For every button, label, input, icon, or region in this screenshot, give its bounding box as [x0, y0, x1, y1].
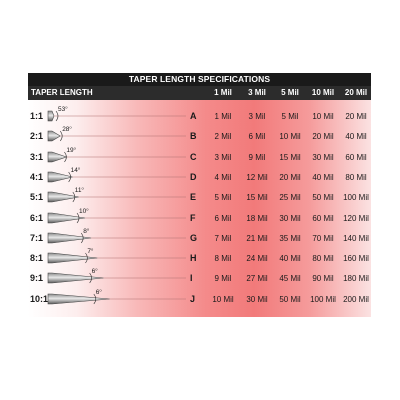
table-cell: 200 Mil	[343, 294, 369, 304]
table-cell: 50 Mil	[279, 294, 301, 304]
taper-tool-icon	[28, 126, 188, 146]
table-cell: 60 Mil	[345, 152, 367, 162]
table-cell: 2 Mil	[214, 132, 232, 142]
table-cell: 18 Mil	[246, 213, 268, 223]
table-cell: 10 Mil	[279, 132, 301, 142]
column-header: 5 Mil	[281, 88, 299, 97]
table-cell: 9 Mil	[248, 152, 266, 162]
table-cell: 20 Mil	[279, 172, 301, 182]
table-cell: 70 Mil	[312, 233, 334, 243]
table-cell: 120 Mil	[343, 213, 369, 223]
table-cell: 10 Mil	[212, 294, 234, 304]
taper-ratio: 2:1	[30, 131, 44, 142]
taper-ratio: 4:1	[30, 171, 44, 182]
taper-angle: 11$^o$	[74, 187, 84, 195]
table-cell: 7 Mil	[214, 233, 232, 243]
taper-tool-icon	[28, 147, 188, 167]
row-letter: C	[190, 151, 197, 162]
table-cell: 40 Mil	[345, 132, 367, 142]
taper-tool-icon	[28, 268, 188, 288]
table-cell: 27 Mil	[246, 274, 268, 284]
taper-angle: 8$^o$	[83, 227, 90, 235]
table-cell: 3 Mil	[248, 112, 266, 121]
column-header: 10 Mil	[311, 88, 335, 97]
table-cell: 8 Mil	[214, 254, 232, 264]
row-letter: D	[190, 171, 197, 182]
table-row	[28, 208, 371, 228]
taper-tool-icon	[28, 228, 188, 248]
row-letter: B	[190, 131, 197, 142]
row-letter: H	[190, 253, 197, 264]
row-letter: J	[190, 293, 196, 304]
header-row	[28, 86, 371, 100]
table-cell: 6 Mil	[214, 213, 232, 223]
table-cell: 3 Mil	[214, 152, 232, 162]
table-cell: 9 Mil	[214, 274, 232, 284]
table-cell: 5 Mil	[281, 112, 299, 121]
row-letter: A	[190, 111, 197, 121]
table-row	[28, 167, 371, 187]
taper-tool-icon	[28, 248, 188, 268]
taper-angle: 10$^o$	[79, 207, 89, 215]
column-header: 3 Mil	[248, 88, 266, 97]
table-row	[28, 228, 371, 248]
table-cell: 5 Mil	[214, 193, 232, 203]
taper-angle: 6$^o$	[95, 288, 102, 296]
taper-angle: 53$^o$	[58, 106, 68, 113]
table-cell: 180 Mil	[343, 274, 369, 284]
table-cell: 15 Mil	[246, 193, 268, 203]
table-cell: 15 Mil	[279, 152, 301, 162]
table-row	[28, 147, 371, 167]
table-cell: 24 Mil	[246, 254, 268, 264]
table-row	[28, 289, 371, 309]
table-cell: 80 Mil	[345, 172, 367, 182]
table-cell: 80 Mil	[312, 254, 334, 264]
taper-angle: 14$^o$	[70, 166, 81, 174]
taper-angle: 6$^o$	[91, 268, 98, 276]
table-cell: 25 Mil	[279, 193, 301, 203]
table-row	[28, 187, 371, 207]
taper-tool-icon	[28, 167, 188, 187]
table-cell: 100 Mil	[343, 193, 369, 203]
taper-ratio: 7:1	[30, 232, 44, 243]
taper-spec-table	[28, 73, 371, 317]
table-cell: 30 Mil	[246, 294, 268, 304]
table-cell: 12 Mil	[246, 172, 268, 182]
table-cell: 20 Mil	[312, 132, 334, 142]
row-letter: E	[190, 192, 197, 203]
table-cell: 6 Mil	[248, 132, 266, 142]
table-cell: 90 Mil	[312, 274, 334, 284]
taper-ratio: 6:1	[30, 212, 44, 223]
row-letter: I	[190, 273, 193, 284]
row-letter: G	[190, 232, 198, 243]
taper-tool-icon	[28, 208, 188, 228]
taper-ratio: 1:1	[30, 111, 44, 121]
header-label: TAPER LENGTH	[31, 88, 93, 97]
table-cell: 4 Mil	[214, 172, 232, 182]
table-cell: 100 Mil	[310, 294, 336, 304]
table-row	[28, 106, 371, 126]
taper-ratio: 9:1	[30, 273, 44, 284]
table-row	[28, 268, 371, 288]
table-cell: 45 Mil	[279, 274, 301, 284]
table-cell: 50 Mil	[312, 193, 334, 203]
table-cell: 10 Mil	[312, 112, 334, 121]
table-cell: 1 Mil	[214, 112, 232, 121]
row-letter: F	[190, 212, 196, 223]
table-cell: 35 Mil	[279, 233, 301, 243]
table-row	[28, 126, 371, 146]
table-title: TAPER LENGTH SPECIFICATIONS	[28, 73, 371, 86]
taper-ratio: 10:1	[30, 293, 49, 304]
taper-tool-icon	[28, 106, 188, 126]
taper-angle: 19$^o$	[66, 146, 76, 154]
table-cell: 30 Mil	[279, 213, 301, 223]
taper-angle: 28$^o$	[62, 126, 72, 134]
table-cell: 160 Mil	[343, 254, 369, 264]
taper-tool-icon	[28, 289, 188, 309]
table-cell: 20 Mil	[345, 112, 367, 121]
table-cell: 30 Mil	[312, 152, 334, 162]
taper-angle: 7$^o$	[87, 248, 94, 256]
table-cell: 40 Mil	[279, 254, 301, 264]
taper-ratio: 8:1	[30, 253, 44, 264]
column-header: 1 Mil	[214, 88, 232, 97]
table-cell: 140 Mil	[343, 233, 369, 243]
column-header: 20 Mil	[344, 88, 368, 97]
taper-ratio: 3:1	[30, 151, 44, 162]
table-row	[28, 248, 371, 268]
table-cell: 60 Mil	[312, 213, 334, 223]
table-cell: 21 Mil	[246, 233, 268, 243]
table-cell: 40 Mil	[312, 172, 334, 182]
taper-ratio: 5:1	[30, 192, 44, 203]
taper-tool-icon	[28, 187, 188, 207]
